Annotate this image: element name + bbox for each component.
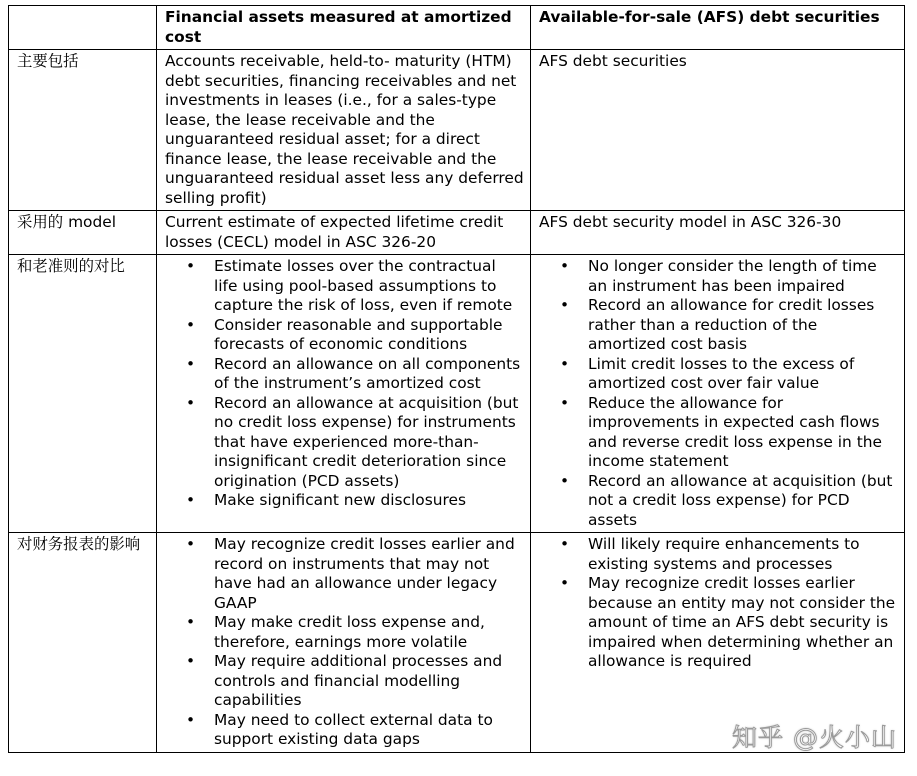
list-item: • Limit credit losses to the excess of amortized cost over fair value — [588, 355, 898, 394]
list-item: • May require additional processes and controls and financial modelling capabilities — [214, 652, 524, 711]
list-item: • No longer consider the length of time an instrument has been impaired — [588, 257, 898, 296]
row-label-model: 采用的 model — [9, 211, 157, 255]
row-label-comparison: 和老准则的对比 — [9, 255, 157, 533]
list-item: • Reduce the allowance for improvements in expected cash flows and reverse credit loss expense in the income statement — [588, 394, 898, 472]
cell-afs-scope: AFS debt securities — [531, 50, 905, 211]
list-item: • Consider reasonable and supportable forecasts of economic conditions — [214, 316, 524, 355]
zhihu-watermark: 知乎 @火小山 — [732, 723, 897, 752]
list-item: • Record an allowance at acquisition (but not a credit loss expense) for PCD assets — [588, 472, 898, 531]
header-amortized-cost: Financial assets measured at amortized cost — [157, 6, 531, 50]
bullet-list — [539, 257, 898, 530]
list-item: • Record an allowance at acquisition (but no credit loss expense) for instruments that have experienced more-than- insignificant credit deterioration since origination (PCD assets) — [214, 394, 524, 492]
bullet-list — [165, 535, 524, 750]
row-label-scope: 主要包括 — [9, 50, 157, 211]
list-item: • May need to collect external data to support existing data gaps — [214, 711, 524, 750]
cell-afs-comparison — [531, 255, 905, 533]
header-row — [9, 6, 905, 50]
list-item: • Make significant new disclosures — [214, 491, 524, 511]
table-row — [9, 255, 905, 533]
list-item: • Record an allowance on all components of the instrument’s amortized cost — [214, 355, 524, 394]
list-item: • Estimate losses over the contractual life using pool-based assumptions to capture the risk of loss, even if remote — [214, 257, 524, 316]
comparison-table — [8, 5, 905, 753]
list-item: • Record an allowance for credit losses rather than a reduction of the amortized cost basis — [588, 296, 898, 355]
cell-amortized-scope: Accounts receivable, held-to- maturity (HTM) debt securities, financing receivables and net investments in leases (i.e., for a sales-type lease, the lease receivable and the unguaranteed residual asset; for a direct finance lease, the lease receivable and the unguaranteed residual asset less any deferred selling profit) — [157, 50, 531, 211]
bullet-list — [165, 257, 524, 511]
list-item: • May recognize credit losses earlier and record on instruments that may not have had an allowance under legacy GAAP — [214, 535, 524, 613]
row-label-impact: 对财务报表的影响 — [9, 533, 157, 753]
table-row — [9, 50, 905, 211]
header-empty-cell — [9, 6, 157, 50]
list-item: • May make credit loss expense and, therefore, earnings more volatile — [214, 613, 524, 652]
cell-afs-model: AFS debt security model in ASC 326-30 — [531, 211, 905, 255]
cell-amortized-comparison — [157, 255, 531, 533]
cell-amortized-model: Current estimate of expected lifetime credit losses (CECL) model in ASC 326-20 — [157, 211, 531, 255]
header-afs-debt-securities: Available-for-sale (AFS) debt securities — [531, 6, 905, 50]
table-row — [9, 211, 905, 255]
bullet-list — [539, 535, 898, 672]
list-item: • May recognize credit losses earlier because an entity may not consider the amount of time an AFS debt security is impaired when determining whether an allowance is required — [588, 574, 898, 672]
list-item: • Will likely require enhancements to existing systems and processes — [588, 535, 898, 574]
cell-amortized-impact — [157, 533, 531, 753]
